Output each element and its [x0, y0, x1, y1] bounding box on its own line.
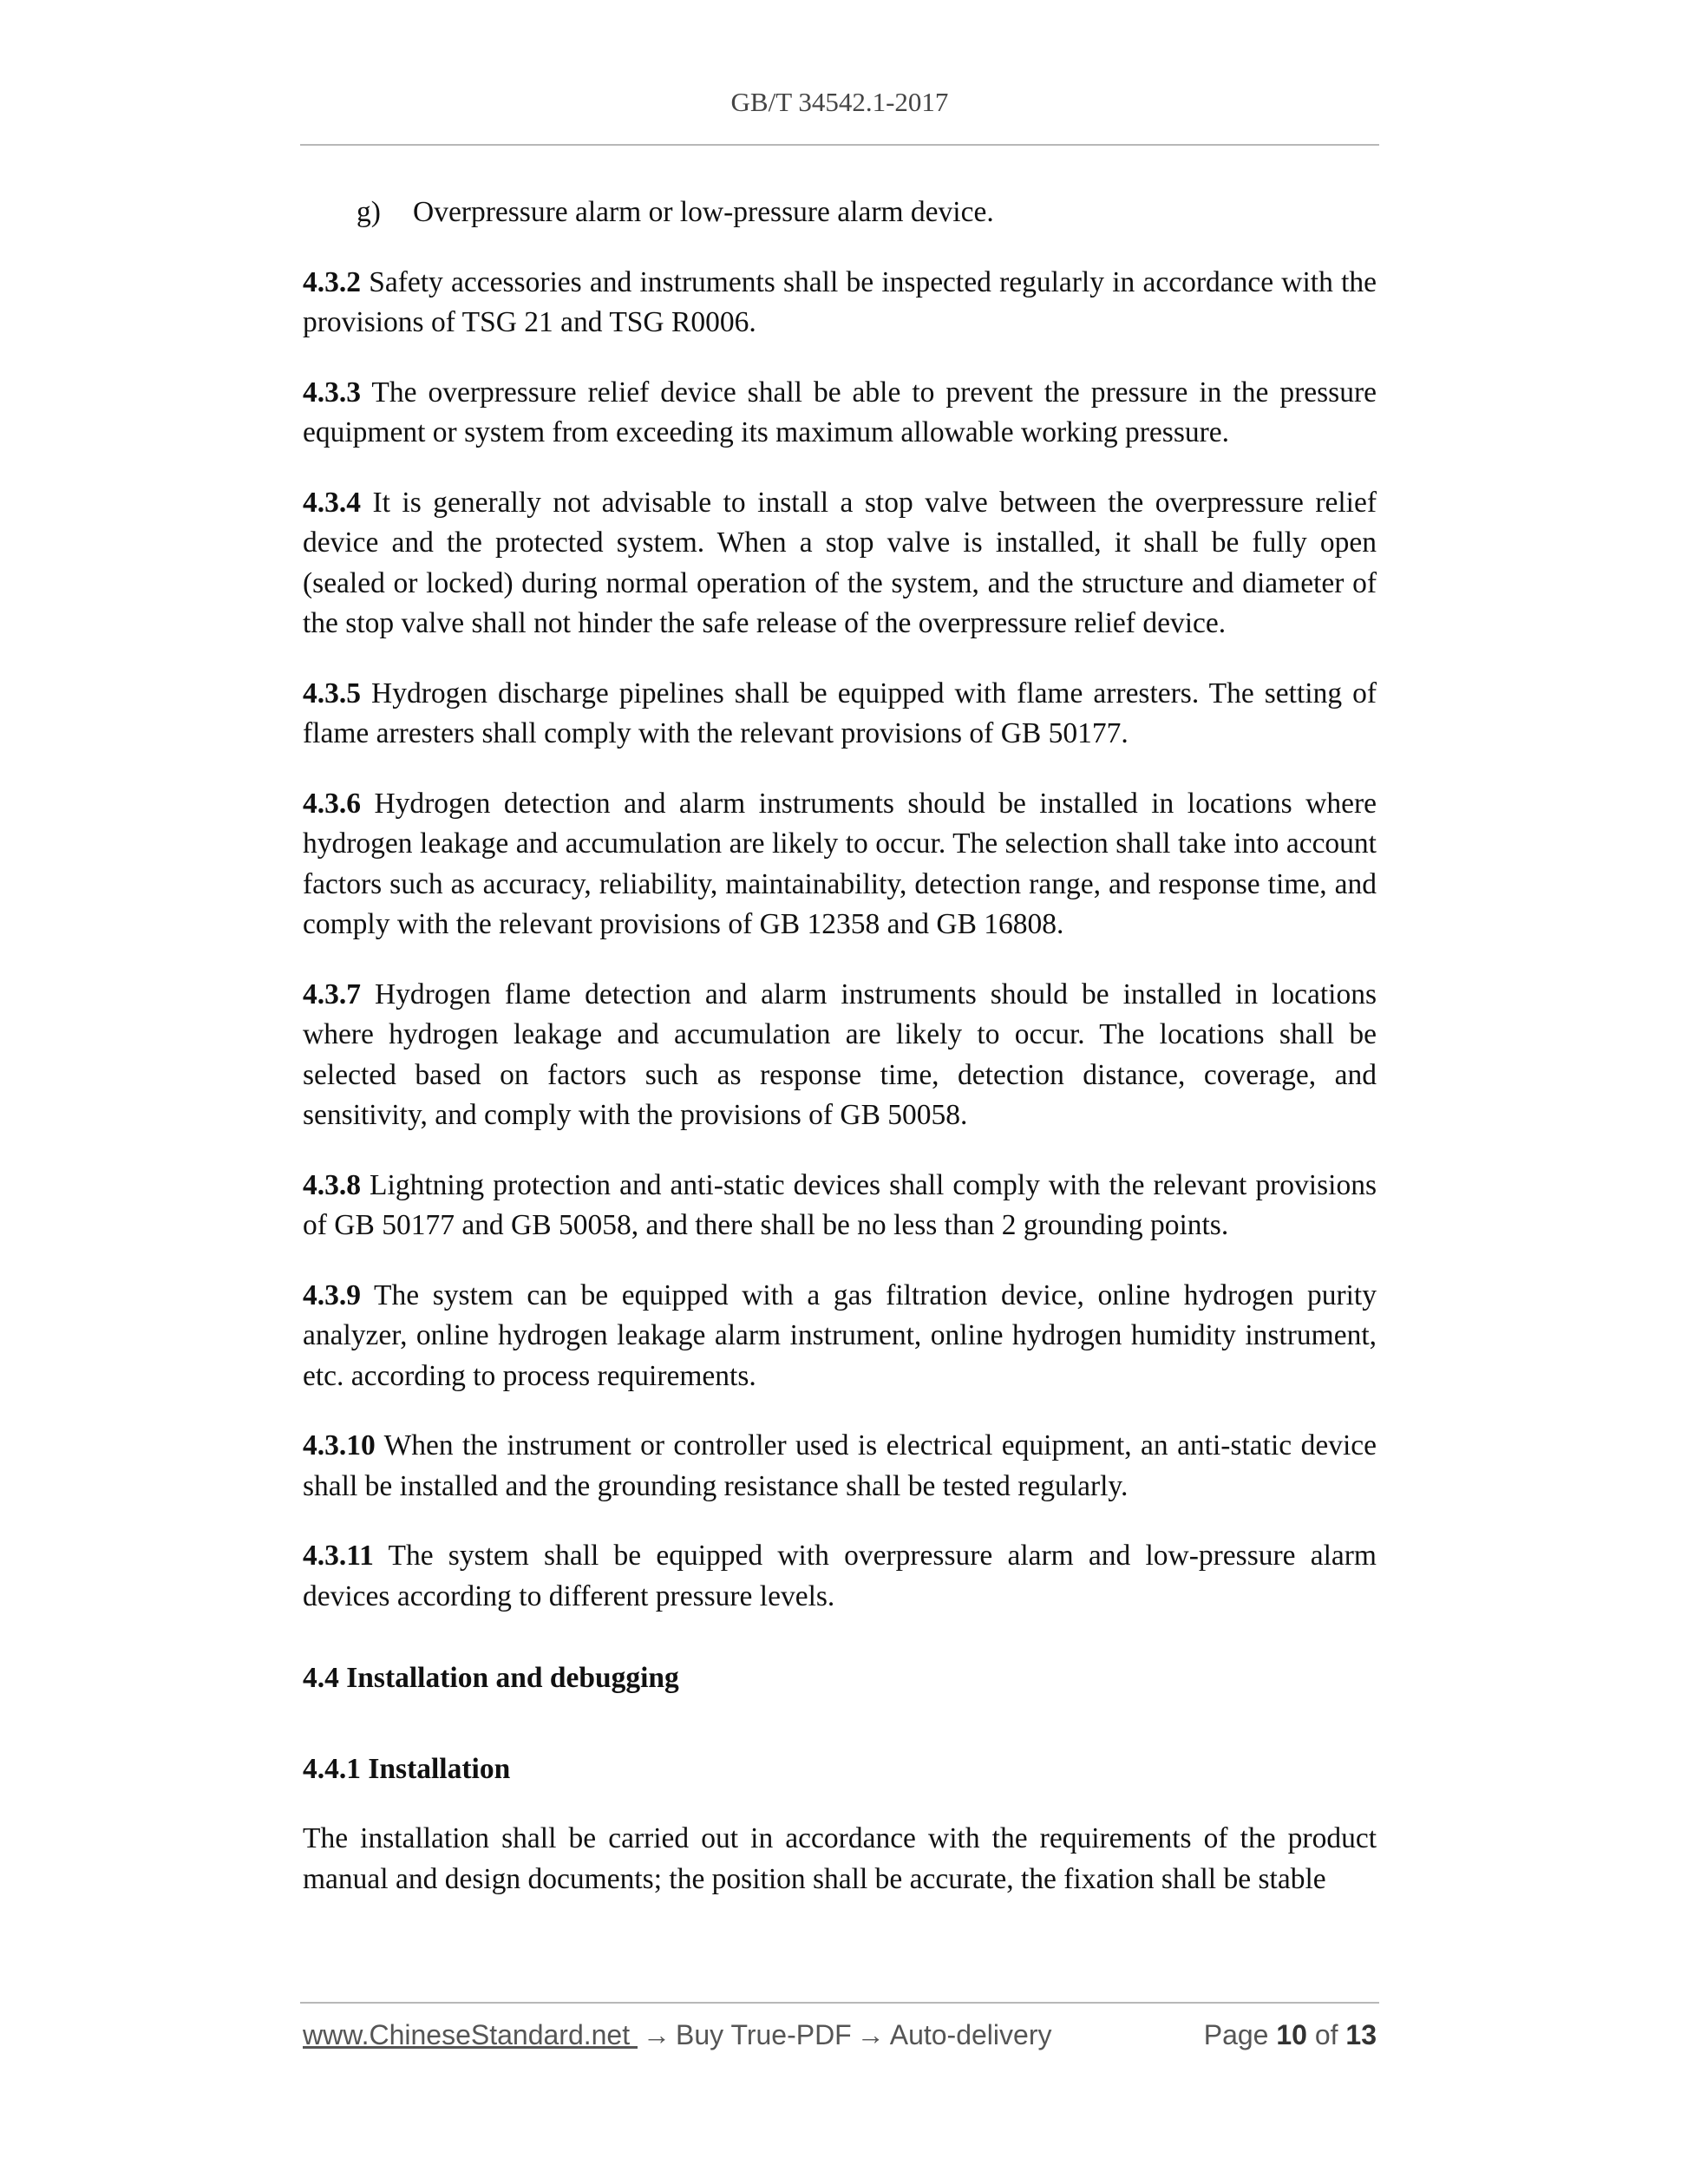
clause-number: 4.3.2: [303, 265, 361, 298]
clause-text: Hydrogen discharge pipelines shall be equipped with flame arresters. The setting of flame arresters shall comply with the relevant provisions of GB 50177.: [303, 677, 1377, 749]
list-item-g: [303, 193, 1377, 233]
footer-divider: [300, 2002, 1379, 2004]
list-marker: g): [357, 196, 381, 228]
chinesestandard-link[interactable]: www.ChineseStandard.net: [303, 2019, 638, 2050]
subsection-heading: 4.4.1 Installation: [303, 1752, 511, 1785]
clause-text: The system shall be equipped with overpressure alarm and low-pressure alarm devices according to different pressure levels.: [303, 1540, 1377, 1612]
clause-4-3-4: [303, 483, 1377, 644]
page-total: 13: [1345, 2019, 1377, 2050]
clause-4-3-3: [303, 373, 1377, 454]
clause-4-3-7: [303, 975, 1377, 1136]
clause-number: 4.3.8: [303, 1168, 361, 1201]
arrow-right-icon: →: [856, 2019, 885, 2050]
document-body: [303, 193, 1377, 1929]
clause-4-3-10: [303, 1426, 1377, 1507]
section-heading: 4.4 Installation and debugging: [303, 1662, 679, 1694]
page-footer: [303, 2019, 1377, 2063]
arrow-right-icon: →: [643, 2019, 671, 2050]
clause-number: 4.3.7: [303, 978, 361, 1010]
document-header-id: GB/T 34542.1-2017: [730, 87, 949, 117]
installation-paragraph: The installation shall be carried out in accordance with the requirements of the product manual and design documents; the position shall be accurate, the fixation shall be stable: [303, 1822, 1377, 1895]
clause-text: The overpressure relief device shall be able to prevent the pressure in the pressure equipment or system from exceeding its maximum allowable working pressure.: [303, 376, 1377, 448]
clause-text: Hydrogen flame detection and alarm instruments should be installed in locations where hydrogen leakage and accumulation are likely to occur. The locations shall be selected based on factors such as response time, detection distance, coverage, and sensitivity, and comply with the provisions of GB 50058.: [303, 978, 1377, 1131]
clause-text: Hydrogen detection and alarm instruments should be installed in locations where hydrogen leakage and accumulation are likely to occur. The selection shall take into account factors such as accuracy, reliability, maintainability, detection range, and response time, and comply with the relevant provisions of GB 12358 and GB 16808.: [303, 787, 1377, 940]
footer-promo: [303, 2019, 1051, 2051]
clause-text: The system can be equipped with a gas filtration device, online hydrogen purity analyzer, online hydrogen leakage alarm instrument, online hydrogen humidity instrument, etc. according to process requirements.: [303, 1278, 1377, 1392]
clause-number: 4.3.11: [303, 1540, 374, 1572]
clause-number: 4.3.5: [303, 677, 361, 709]
clause-4-3-2: [303, 263, 1377, 343]
clause-text: Safety accessories and instruments shall be inspected regularly in accordance with the provisions of TSG 21 and TSG R0006.: [303, 265, 1377, 338]
clause-number: 4.3.6: [303, 787, 361, 820]
clause-4-3-6: [303, 784, 1377, 945]
page-label: Page: [1203, 2019, 1269, 2050]
buy-true-pdf-text: Buy True-PDF: [676, 2019, 852, 2050]
clause-4-3-11: [303, 1536, 1377, 1617]
header-divider: [300, 144, 1379, 146]
clause-number: 4.3.9: [303, 1278, 361, 1311]
of-label: of: [1314, 2019, 1338, 2050]
auto-delivery-text: Auto-delivery: [889, 2019, 1052, 2050]
page-number: [1204, 2019, 1377, 2051]
clause-number: 4.3.3: [303, 376, 361, 409]
clause-4-3-9: [303, 1276, 1377, 1397]
clause-text: It is generally not advisable to install a stop valve between the overpressure relief device and the protected system. When a stop valve is installed, it shall be fully open (sealed or locked) during normal operation of the system, and the structure and diameter of the stop valve shall not hinder the safe release of the overpressure relief device.: [303, 486, 1377, 639]
clause-text: Lightning protection and anti-static devices shall comply with the relevant provisions of GB 50177 and GB 50058, and there shall be no less than 2 grounding points.: [303, 1168, 1377, 1241]
clause-number: 4.3.10: [303, 1429, 376, 1461]
clause-4-3-5: [303, 674, 1377, 755]
page-current: 10: [1276, 2019, 1307, 2050]
list-item-text: Overpressure alarm or low-pressure alarm device.: [413, 196, 994, 228]
clause-number: 4.3.4: [303, 486, 361, 519]
clause-4-3-8: [303, 1166, 1377, 1246]
clause-text: When the instrument or controller used is electrical equipment, an anti-static device shall be installed and the grounding resistance shall be tested regularly.: [303, 1429, 1377, 1502]
